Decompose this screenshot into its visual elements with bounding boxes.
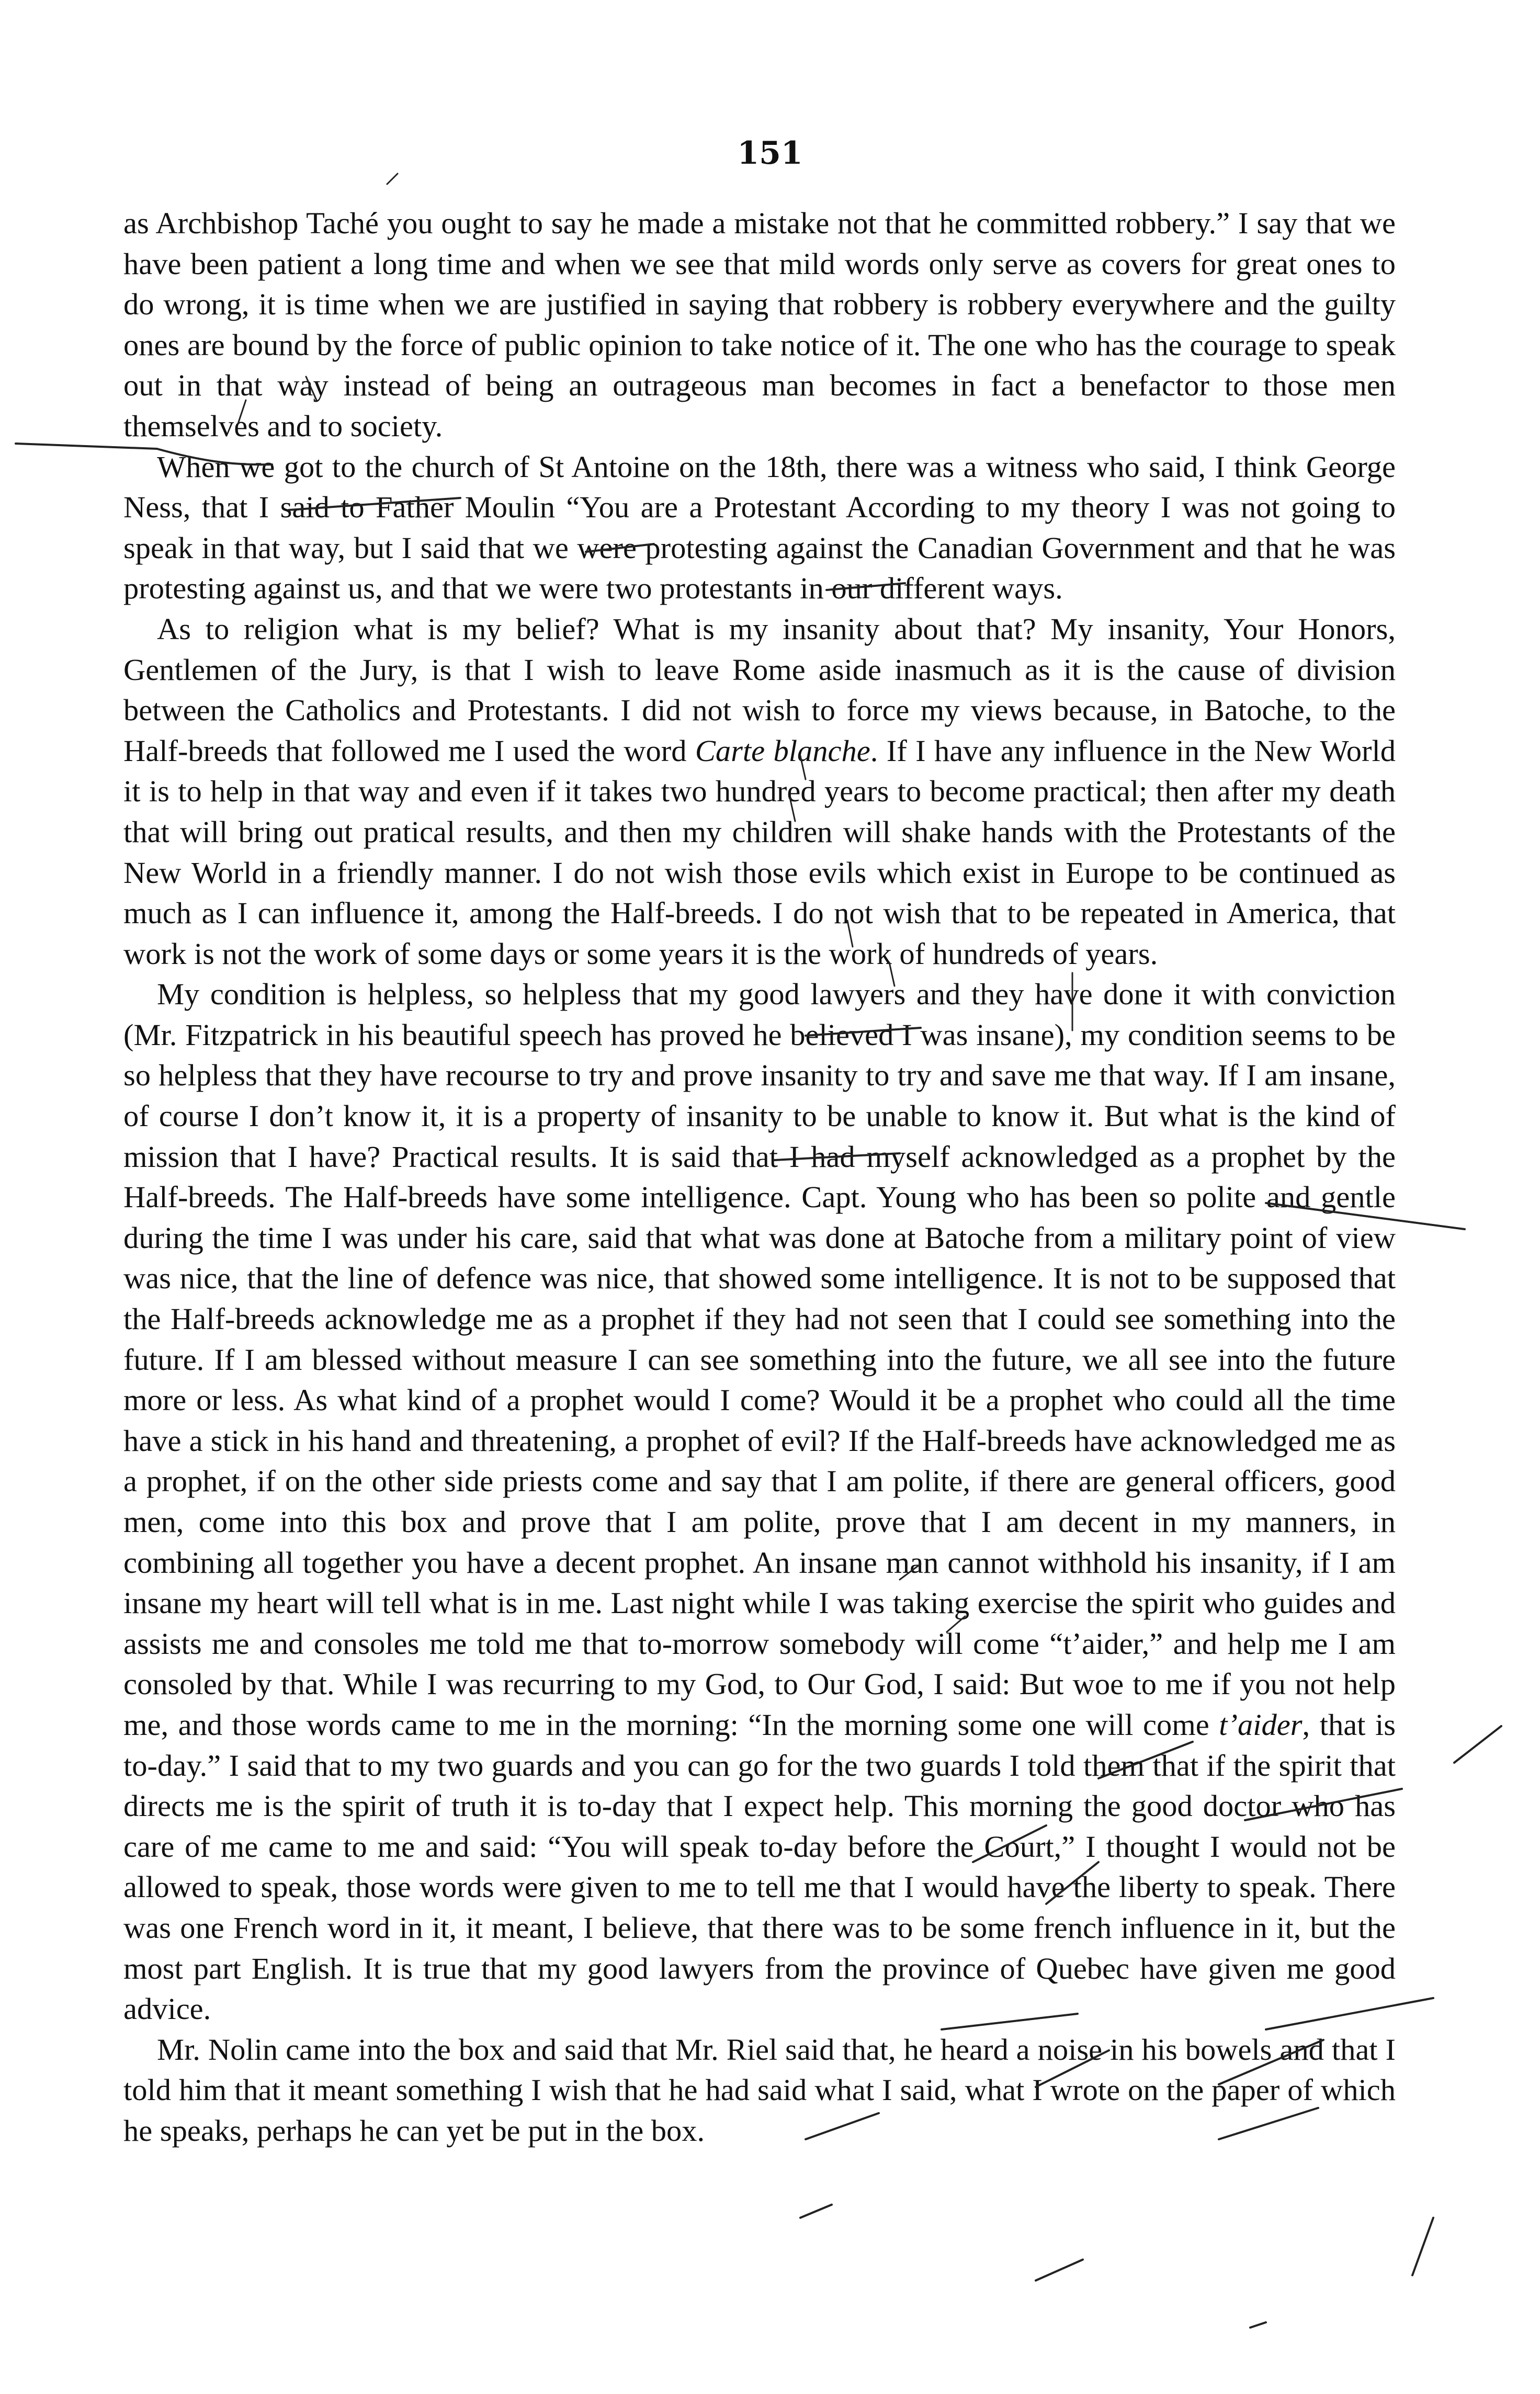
margin-tick-bottom-2 — [1412, 2218, 1433, 2275]
paragraph-3-italic: Carte blanche — [695, 733, 870, 768]
paragraph-4-italic: t’aider — [1219, 1707, 1303, 1742]
paragraph-4 — [123, 974, 1396, 2029]
paragraph-3-part-2: . If I have any influence in the New World it is to help in that way and even if it takes two hundred years to become practical; then after my death that will bring out pratical results, and then my children will shake hands with the Protestants of the New World in a friendly manner. I do not wish those evils which exist in Europe to be continued as much as I can influence it, among the Half-breeds. I do not wish that to be repeated in America, that work is not the work of some days or some years it is the work of hundreds of years. — [123, 733, 1396, 971]
strike-paper-of — [800, 2205, 832, 2218]
margin-tick-bottom-1 — [1036, 2260, 1083, 2280]
paragraph-4-part-2: , that is to-day.” I said that to my two guards and you can go for the two guards I told them that if the spirit that directs me is the spirit of truth it is to-day that I expect help. This morning the good doctor who has care of me came to me and said: “You will speak to-day before the Court,” I thought I would not be allowed to speak, those words were given to me to tell me that I would have the liberty to speak. There was one French word in it, it meant, I believe, that there was to be some french influence in it, but the most part English. It is true that my good lawyers from the province of Quebec have given me good advice. — [123, 1707, 1396, 2026]
caret-top — [387, 174, 398, 184]
paragraph-5: Mr. Nolin came into the box and said that Mr. Riel said that, he heard a noise in his bowels and that I told him that it meant something I wish that he had said what I said, what I wrote on the paper of which he speaks, perhaps he can yet be put in the box. — [123, 2032, 1396, 2148]
page-number: 151 — [737, 135, 803, 172]
paragraph-1: as Archbishop Taché you ought to say he made a mistake not that he committed robbery.” I say that we have been patient a long time and when we see that mild words only serve as covers for great ones to do wrong, it is time when we are justified in saying that robbery is robbery everywhere and the guilty ones are bound by the force of public opinion to take notice of it. The one who has the courage to speak out in that way instead of being an outrageous man becomes in fact a benefactor to those men themselves and to society. — [123, 206, 1396, 443]
paragraph-3-part-1: As to religion what is my belief? What is my insanity about that? My insanity, Your Honors, Gentlemen of the Jury, is that I wish to leave Rome aside inasmuch as it is the cause of division between the Catholics and Protestants. I did not wish to force my views because, in Batoche, to the Half-breeds that followed me I used the word — [123, 611, 1396, 768]
paragraph-3 — [123, 609, 1396, 974]
margin-tick-bottom-3 — [1250, 2322, 1266, 2328]
margin-tick-right-1 — [1454, 1726, 1501, 1763]
paragraph-4-part-1: My condition is helpless, so helpless that my good lawyers and they have done it with conviction (Mr. Fitzpatrick in his beautiful speech has proved he believed I was insane), my condition seems to be so helpless that they have recourse to try and prove insanity to try and save me that way. If I am insane, of course I don’t know it, it is a property of insanity to be unable to know it. But what is the kind of mission that I have? Practical results. It is said that I had myself acknowledged as a prophet by the Half-breeds. The Half-breeds have some intelligence. Capt. Young who has been so polite and gentle during the time I was under his care, said that what was done at Batoche from a military point of view was nice, that the line of defence was nice, that showed some intelligence. It is not to be supposed that the Half-breeds acknowledge me as a prophet if they had not seen that I could see something into the future. If I am blessed without measure I can see something into the future, we all see into the future more or less. As what kind of a prophet would I come? Would it be a prophet who could all the time have a stick in his hand and threatening, a prophet of evil? If the Half-breeds have acknowledged me as a prophet, if on the other side priests come and say that I am polite, if there are general officers, good men, come into this box and prove that I am polite, prove that I am decent in my manners, in combining all together you have a decent prophet. An insane man cannot withhold his insanity, if I am insane my heart will tell what is in me. Last night while I was taking exercise the spirit who guides and assists me and consoles me told me that to-morrow somebody will come “t’aider,” and help me I am consoled by that. While I was recurring to my God, to Our God, I said: But woe to me if you not help me, and those words came to me in the morning: “In the morning some one will come — [123, 977, 1396, 1742]
paragraph-2: When we got to the church of St Antoine on the 18th, there was a witness who said, I think George Ness, that I said to Father Moulin “You are a Protestant According to my theory I was not going to speak in that way, but I said that we were protesting against the Canadian Government and that he was protesting against us, and that we were two protestants in our different ways. — [123, 449, 1396, 606]
body-text — [123, 203, 1396, 2151]
